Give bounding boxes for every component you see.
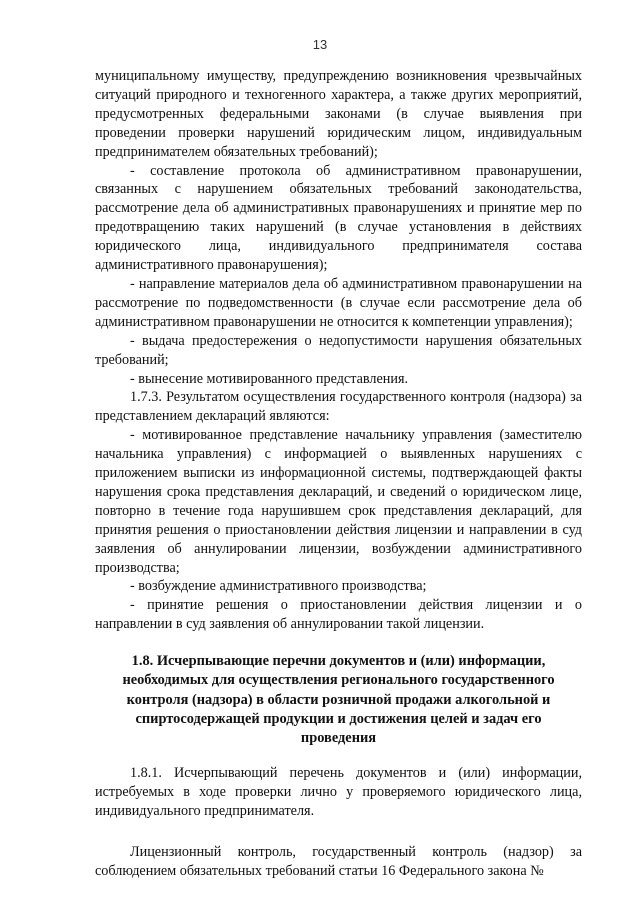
section-heading-1-8: 1.8. Исчерпывающие перечни документов и (или) информации, необходимых для осуществления регионального государственного контроля (надзора) в области розничной продажи алкогольной и спиртосодержащей продукции и достижения целей и задач его проведения: [122, 653, 555, 746]
list-item-proceedings: - возбуждение административного производства;: [130, 578, 427, 595]
paragraph-1-7-3: 1.7.3. Результатом осуществления государственного контроля (надзора) за представлением деклараций являются:: [95, 389, 582, 425]
list-item-suspension: - принятие решения о приостановлении действия лицензии и о направлении в суд заявления об аннулировании такой лицензии.: [95, 597, 582, 633]
list-item-motivated: - мотивированное представление начальнику управления (заместителю начальника управления) с информацией о выявленных нарушениях с приложением выписки из информационной системы, подтверждающей факты нарушения срока представления деклараций, и сведений о юридическом лице, повторно в течение года нарушившем срок представления деклараций, для принятия решения о приостановлении действия лицензии и направлении в суд заявления об аннулировании лицензии, возбуждении административного производства;: [95, 427, 582, 576]
list-item-representation: - вынесение мотивированного представления.: [130, 370, 409, 387]
list-item-warning: - выдача предостережения о недопустимости нарушения обязательных требований;: [95, 332, 582, 368]
paragraph-1-8-1: 1.8.1. Исчерпывающий перечень документов и (или) информации, истребуемых в ходе проверки лично у проверяемого юридического лица, индивидуального предпринимателя.: [95, 765, 582, 820]
spacer: [95, 821, 582, 843]
document-body: [95, 67, 582, 881]
list-item-protocol: - составление протокола об административном правонарушении, связанных с нарушением обязательных требований законодательства, рассмотрение дела об административных правонарушениях и принятие мер по предотвращению таких нарушений (в случае установления в действиях юридического лица, индивидуального предпринимателя состава административного правонарушения);: [95, 162, 582, 274]
spacer: [95, 634, 582, 652]
paragraph-licensing-control: Лицензионный контроль, государственный контроль (надзор) за соблюдением обязательных требований статьи 16 Федерального закона №: [95, 843, 582, 879]
spacer: [95, 748, 582, 764]
page-number: 13: [312, 37, 328, 52]
list-item-materials: - направление материалов дела об административном правонарушении на рассмотрение по подведомственности (в случае если рассмотрение дела об административном правонарушении не относится к компетенции управления);: [95, 275, 582, 330]
paragraph-continuation: муниципальному имуществу, предупреждению возникновения чрезвычайных ситуаций природного и техногенного характера, а также других мероприятий, предусмотренных федеральными законами (в случае выявления при проведении проверки нарушений юридическим лицом, индивидуальным предпринимателем обязательных требований);: [95, 68, 582, 160]
